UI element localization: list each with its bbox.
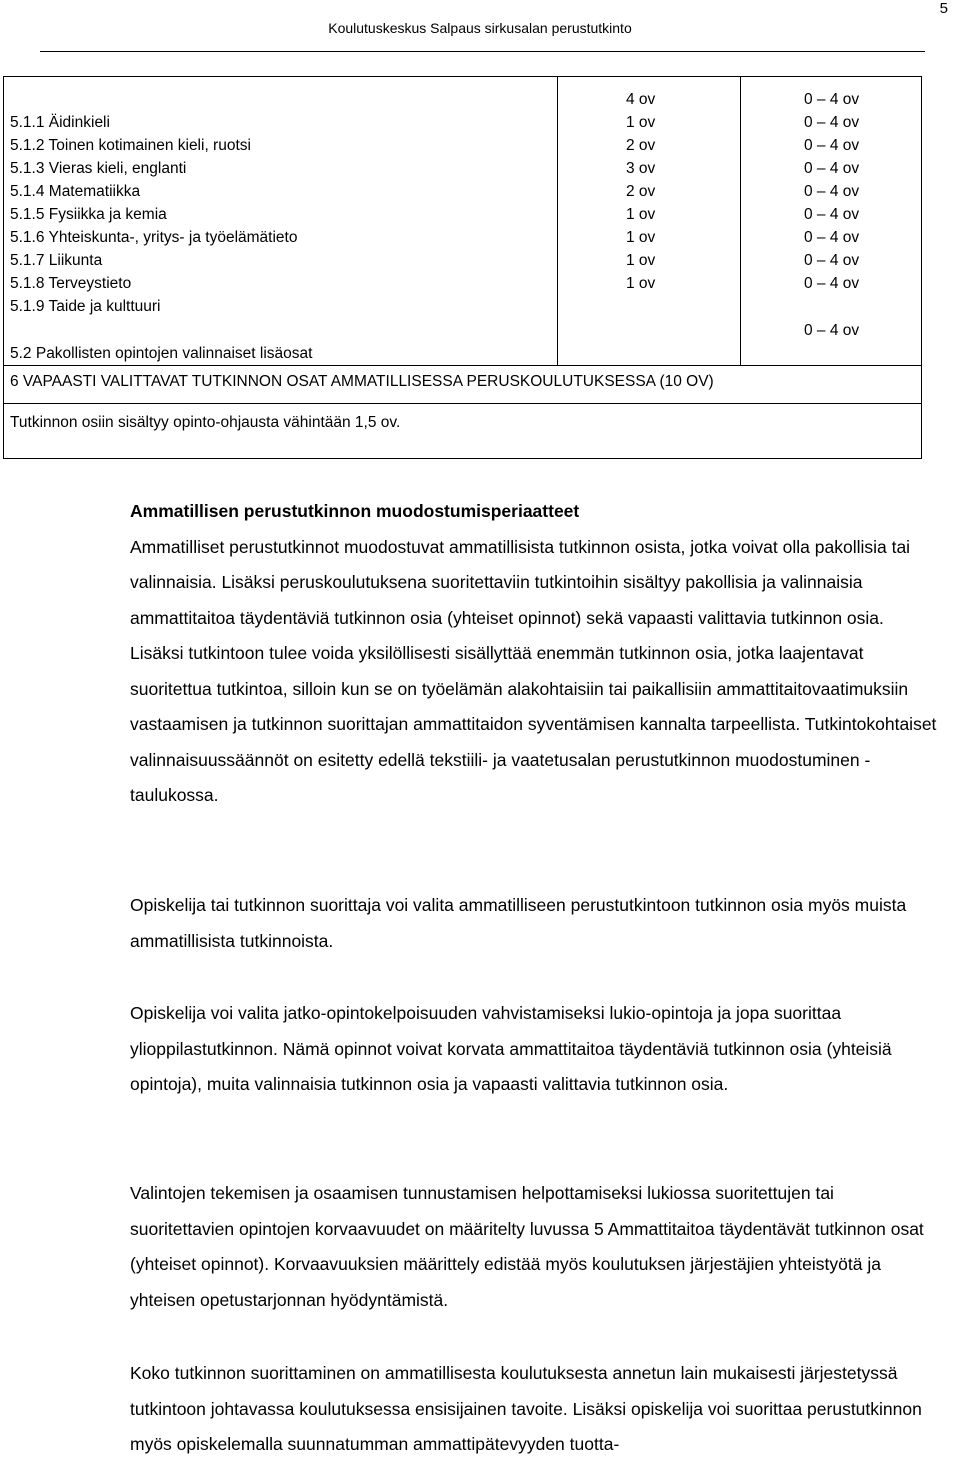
paragraph: Opiskelija tai tutkinnon suorittaja voi valita ammatilliseen perustutkintoon tutkinnon osia myös muista ammatillisista tutkinnoista. xyxy=(130,895,907,951)
subject-label: 5.1.5 Fysiikka ja kemia xyxy=(10,206,167,223)
paragraph-block xyxy=(130,1176,942,1318)
range-value: 0 – 4 ov xyxy=(804,137,860,154)
range-value: 0 – 4 ov xyxy=(804,275,860,292)
paragraph: Valintojen tekemisen ja osaamisen tunnustamisen helpottamiseksi lukiossa suoritettujen tai suoritettavien opintojen korvaavuudet on määritelty luvussa 5 Ammattitaitoa täydentävät tutkinnon osat (yhteiset opinnot). Korvaavuuksien määrittely edistää myös koulutuksen järjestäjien yhteistyötä ja yhteisen opetustarjonnan hyödyntämistä. xyxy=(130,1183,924,1310)
paragraph-block xyxy=(130,1356,942,1463)
range-column xyxy=(804,88,859,342)
credit-value: 1 ov xyxy=(626,252,656,269)
subject-label: 5.1.2 Toinen kotimainen kieli, ruotsi xyxy=(10,137,251,154)
curriculum-table xyxy=(3,76,922,459)
subject-label: 5.1.4 Matematiikka xyxy=(10,183,141,200)
range-value: 0 – 4 ov xyxy=(804,183,860,200)
range-value: 0 – 4 ov xyxy=(804,206,860,223)
table-row-divider xyxy=(4,365,921,366)
credit-value: 2 ov xyxy=(626,183,656,200)
section-heading: Ammatillisen perustutkinnon muodostumisperiaatteet xyxy=(130,501,580,521)
subject-label: 5.1.9 Taide ja kulttuuri xyxy=(10,298,161,315)
range-value: 0 – 4 ov xyxy=(804,160,860,177)
subject-column xyxy=(10,88,312,365)
table-column-divider xyxy=(557,77,558,365)
page-number: 5 xyxy=(939,0,948,17)
credit-value: 2 ov xyxy=(626,137,656,154)
range-value: 0 – 4 ov xyxy=(804,114,860,131)
paragraph: Ammatilliset perustutkinnot muodostuvat ammatillisista tutkinnon osista, jotka voivat olla pakollisia tai valinnaisia. Lisäksi peruskoulutuksena suoritettaviin tutkintoihin sisältyy pakollisia ja valinnaisia ammattitaitoa täydentäviä tutkinnon osia (yhteiset opinnot) sekä vapaasti valittavia tutkinnon osia. Lisäksi tutkintoon tulee voida yksilöllisesti sisällyttää enemmän tutkinnon osia, jotka laajentavat suoritettua tutkintoa, silloin kun se on työelämän alakohtaisiin tai paikallisiin ammattitaitovaatimuksiin vastaamisen ja tutkinnon suorittajan ammattitaidon syventämisen kannalta tarpeellista. Tutkintokohtaiset valinnaisuussäännöt on esitetty edellä tekstiili- ja vaatetusalan perustutkinnon muodostuminen - taulukossa. xyxy=(130,536,937,805)
credit-value: 1 ov xyxy=(626,206,656,223)
paragraph: Opiskelija voi valita jatko-opintokelpoisuuden vahvistamiseksi lukio-opintoja ja jopa suorittaa ylioppilastutkinnon. Nämä opinnot voivat korvata ammattitaitoa täydentäviä tutkinnon osia (yhteisiä opintoja), muita valinnaisia tutkinnon osia ja vapaasti valittavia tutkinnon osia. xyxy=(130,1003,892,1094)
table-column-divider xyxy=(740,77,741,365)
header-rule xyxy=(40,51,925,52)
range-value: 0 – 4 ov xyxy=(804,322,860,339)
credit-value: 4 ov xyxy=(626,91,656,108)
subject-label: 5.1.6 Yhteiskunta-, yritys- ja työelämätieto xyxy=(10,229,298,246)
subject-label: 5.1.7 Liikunta xyxy=(10,252,103,269)
section-6-heading: 6 VAPAASTI VALITTAVAT TUTKINNON OSAT AMMATILLISESSA PERUSKOULUTUKSESSA (10 OV) xyxy=(10,373,714,390)
credits-column xyxy=(626,88,655,295)
principles-section xyxy=(130,494,942,814)
range-value: 0 – 4 ov xyxy=(804,229,860,246)
paragraph-block xyxy=(130,996,942,1103)
table-row-divider xyxy=(4,403,921,404)
range-value: 0 – 4 ov xyxy=(804,91,860,108)
credit-value: 3 ov xyxy=(626,160,656,177)
page-header-title: Koulutuskeskus Salpaus sirkusalan perustutkinto xyxy=(328,20,632,36)
subject-label: 5.1.1 Äidinkieli xyxy=(10,114,110,131)
paragraph-block xyxy=(130,888,942,959)
guidance-note: Tutkinnon osiin sisältyy opinto-ohjausta vähintään 1,5 ov. xyxy=(10,414,401,431)
subject-label: 5.1.8 Terveystieto xyxy=(10,275,132,292)
subject-label: 5.1.3 Vieras kieli, englanti xyxy=(10,160,187,177)
range-value: 0 – 4 ov xyxy=(804,252,860,269)
credit-value: 1 ov xyxy=(626,229,656,246)
subject-label: 5.2 Pakollisten opintojen valinnaiset lisäosat xyxy=(10,345,313,362)
credit-value: 1 ov xyxy=(626,114,656,131)
paragraph: Koko tutkinnon suorittaminen on ammatillisesta koulutuksesta annetun lain mukaisesti järjestetyssä tutkintoon johtavassa koulutuksessa ensisijainen tavoite. Lisäksi opiskelija voi suorittaa perustutkinnon myös opiskelemalla suunnatumman ammattipätevyyden tuotta- xyxy=(130,1363,922,1454)
credit-value: 1 ov xyxy=(626,275,656,292)
